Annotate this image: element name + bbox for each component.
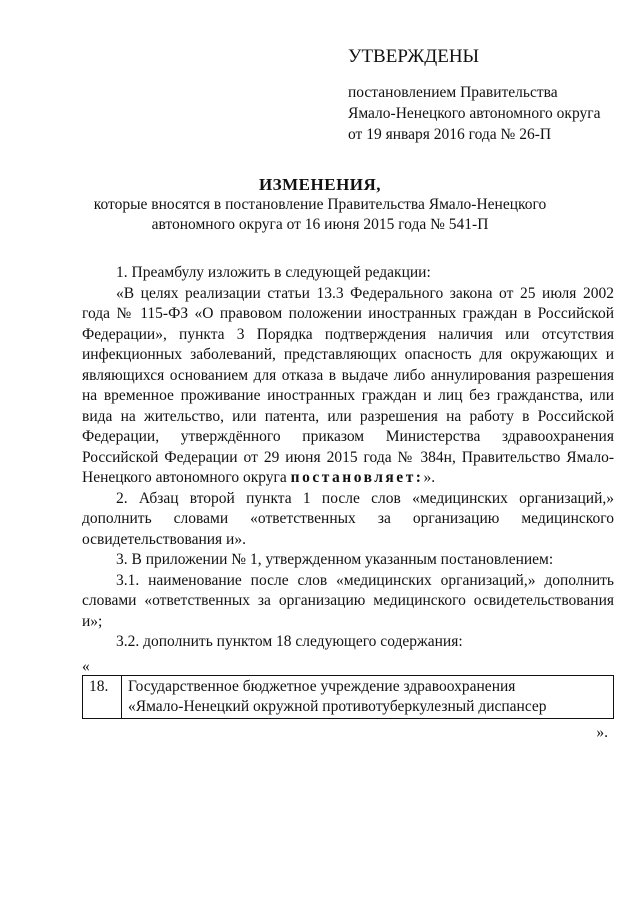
quote-close: ». <box>596 723 608 741</box>
paragraph-6: 3.2. дополнить пунктом 18 следующего содержания: <box>116 633 463 650</box>
table-row <box>83 675 614 718</box>
row-line: «Ямало-Ненецкий окружной противотуберкулезный диспансер <box>128 697 547 715</box>
row-number: 18. <box>83 675 122 718</box>
heading-subtitle: которые вносятся в постановление Правительства Ямало-Ненецкого автономного округа от 16 июня 2015 года № 541-П <box>93 196 547 233</box>
document-heading <box>0 174 640 235</box>
heading-title: ИЗМЕНЕНИЯ, <box>258 175 382 194</box>
approval-line: постановлением Правительства <box>348 84 558 101</box>
paragraph-2-text: «В целях реализации статьи 13.3 Федерального закона от 25 июля 2002 года № 115-ФЗ «О правовом положении иностранных граждан в Российской Федерации», пункта 3 Порядка подтверждения наличия или отсутствия инфекционных заболеваний, представляющих опасность для окружающих и являющихся основанием для отказа в выдаче либо аннулирования разрешения на временное проживание иностранных граждан и лиц без гражданства, или вида на жительство, или патента, или разрешения на работу в Российской Федерации, утверждённого приказом Министерства здравоохранения Российской Федерации от 29 июня 2015 года № 384н, Правительство Ямало-Ненецкого автономного округа <box>82 284 614 486</box>
document-body <box>82 263 614 743</box>
paragraph-2-resolves: постановляет: <box>290 469 424 486</box>
paragraph-5: 3.1. наименование после слов «медицинских организаций,» дополнить словами «ответственных за организацию медицинского освидетельствования и»; <box>82 571 614 630</box>
paragraph-2-end: ». <box>423 469 436 486</box>
approval-line: Ямало-Ненецкого автономного округа <box>348 105 601 122</box>
row-content <box>122 675 614 718</box>
paragraph-4: 3. В приложении № 1, утвержденном указанным постановлением: <box>116 551 554 568</box>
paragraph-2 <box>82 284 614 489</box>
approval-line: от 19 января 2016 года № 26-П <box>348 126 552 143</box>
paragraph-3: 2. Абзац второй пункта 1 после слов «медицинских организаций,» дополнить словами «ответственных за организацию медицинского освидетельствования и». <box>82 489 614 548</box>
approval-title: УТВЕРЖДЕНЫ <box>348 46 480 67</box>
approval-block <box>348 46 618 145</box>
paragraph-1: 1. Преамбулу изложить в следующей редакции: <box>116 264 431 281</box>
row-line: Государственное бюджетное учреждение здравоохранения <box>128 677 516 695</box>
items-table <box>82 675 614 719</box>
quote-open: « <box>82 657 90 675</box>
